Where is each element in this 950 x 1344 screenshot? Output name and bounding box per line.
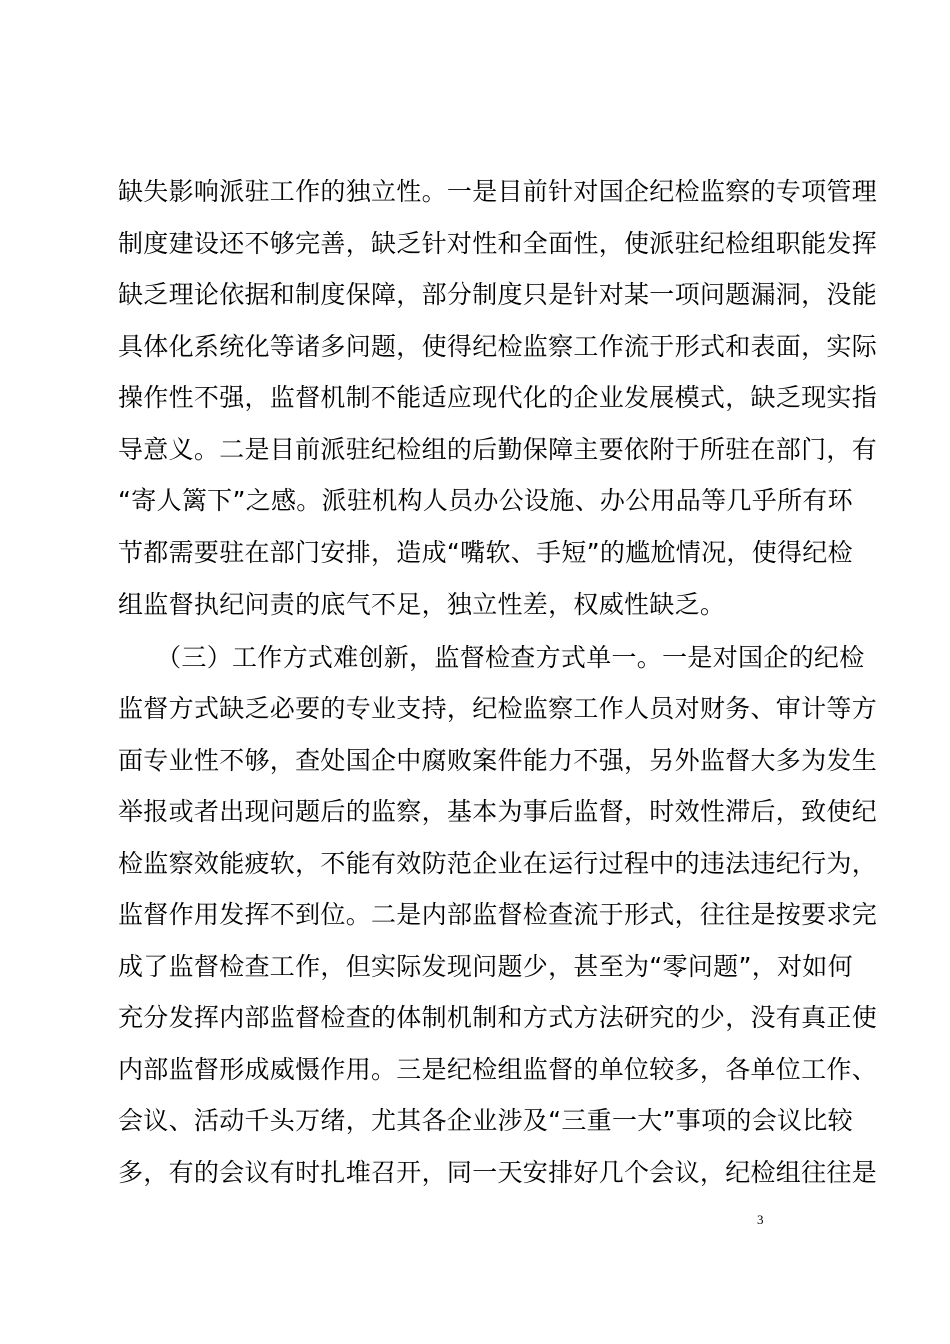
text-line: 会议、活动千头万绪，尤其各企业涉及“三重一大”事项的会议比较 [118,1106,853,1135]
text-line: 内部监督形成威慑作用。三是纪检组监督的单位较多，各单位工作、 [118,1054,878,1084]
text-line: 缺失影响派驻工作的独立性。一是目前针对国企纪检监察的专项管理 [118,177,878,206]
text-line: “寄人篱下”之感。派驻机构人员办公设施、办公用品等几乎所有环 [118,486,853,515]
section-heading-line: （三）工作方式难创新，监督检查方式单一。一是对国企的纪检 [118,642,865,672]
body-text [118,166,878,1198]
text-line: 成了监督检查工作，但实际发现问题少，甚至为“零问题”，对如何 [118,951,853,981]
text-line: 缺乏理论依据和制度保障，部分制度只是针对某一项问题漏洞，没能 [118,280,878,309]
text-line: 监督作用发挥不到位。二是内部监督检查流于形式，往往是按要求完 [118,900,878,929]
text-line: 操作性不强，监督机制不能适应现代化的企业发展模式，缺乏现实指 [118,383,878,412]
text-line: 制度建设还不够完善，缺乏针对性和全面性，使派驻纪检组职能发挥 [118,228,878,258]
page-number: 3 [757,1212,764,1227]
text-line: 监督方式缺乏必要的专业支持，纪检监察工作人员对财务、审计等方 [118,694,878,723]
text-line: 检监察效能疲软，不能有效防范企业在运行过程中的违法违纪行为， [118,848,878,878]
text-line: 面专业性不够，查处国企中腐败案件能力不强，另外监督大多为发生 [118,745,878,775]
text-line: 举报或者出现问题后的监察，基本为事后监督，时效性滞后，致使纪 [118,797,878,826]
text-line: 节都需要驻在部门安排，造成“嘴软、手短”的尴尬情况，使得纪检 [118,537,853,567]
text-line: 充分发挥内部监督检查的体制机制和方式方法研究的少，没有真正使 [118,1003,878,1032]
text-line: 多，有的会议有时扎堆召开，同一天安排好几个会议，纪检组往往是 [118,1157,878,1187]
text-line: 导意义。二是目前派驻纪检组的后勤保障主要依附于所驻在部门，有 [118,434,878,464]
text-line: 具体化系统化等诸多问题，使得纪检监察工作流于形式和表面，实际 [118,331,878,361]
text-line: 组监督执纪问责的底气不足，独立性差，权威性缺乏。 [118,590,726,619]
